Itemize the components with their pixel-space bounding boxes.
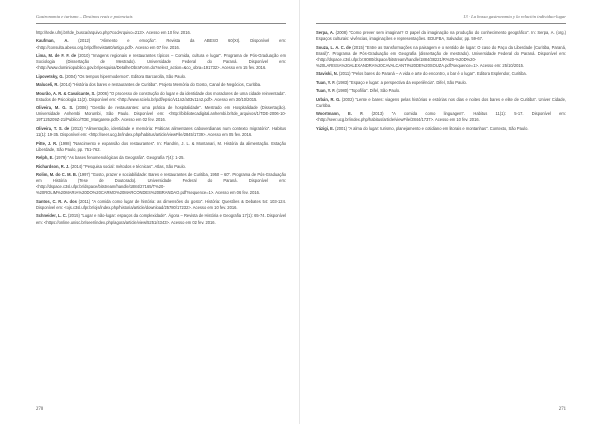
page-number: 270 [36,407,44,412]
reference-author: Lipovetsky, G. [36,73,64,79]
reference-text: (2004) "Os tempos hipermodernos". Editora Barcarolla, São Paulo. [63,73,187,79]
reference-entry [316,80,566,86]
reference-entry [36,91,286,103]
reference-author: Rolim, M. do C. M. B. [36,172,77,178]
reference-text: (2013) "Alimentação, identidade e memória: Práticas alimentares caboverdianas num contexto migratório". Habitus 11(1): 19-35. Disponível em: <http://seer.ucg.br/index.php/habitus/article/viewFile/2845/1739>. Acesso em 05 fev. 2016. [36,125,286,138]
reference-text: (1979) "As bases fenomenológicas da Geografia". Geografia 7(4): 1-25. [53,155,185,161]
reference-author: Staviski, N. [316,71,338,77]
reference-author: Mourão, A. R. & Cavalcante, S. [36,90,96,96]
reference-entry [36,155,286,161]
reference-text: (2011) "Pelos bares do Paraná – A vida e arte do encontro, o bar é o lugar". Editora Esplendor, Curitiba. [337,71,527,77]
reference-text: (1997) "Gosto, prazer e sociabilidade: Bares e restaurantes de Curitiba, 1950 – 60". Programa de Pós-Graduação em História (Tese de Doutorado). Universidade Federal do Paraná. Disponível em: <http://dspace.c3sl.ufpr.br/dspace/bitstream/handle/1884/27165/T%20-%20ROLIM%20MARIA%20DO%20CARMO%20MARCONDES%20BRANDAO.pdf?sequence=1>. Acesso em 06 fev. 2016. [36,172,286,196]
reference-author: Urbán, R. G. [316,96,341,102]
reference-entry [36,38,286,50]
reference-entry [316,97,566,109]
reference-entry [36,126,286,138]
reference-author: Kaufman, A. [36,38,69,44]
reference-text: (1998) "Nascimento e expansão dos restaurantes". In: Flandrin, J. L. & Montanari, M. História da alimentação. Estação Liberdade, São Paulo, pp. 751-762. [36,140,286,152]
reference-entry [36,105,286,123]
reference-entry [316,126,566,132]
reference-entry [36,53,286,71]
reference-entry [36,82,286,88]
reference-entry [316,88,566,94]
reference-text: (2014) "Pesquisa social: métodos e técnicas". Atlas, São Paulo. [69,163,186,169]
reference-text: (2006) "O processo de construção do lugar e da identidade dos moradores de uma cidade reinventada". Estudos de Psicologia 11(2). Disponível em: <http://www.scielo.br/pdf/epsic/v11n2/a03v11n2.pdf>. Acesso em 30/10/2015. [36,90,286,102]
reference-entry [36,199,286,211]
reference-text: (2014) "História dos bares e restaurantes de Curitiba". Projeto Memória do Gosto, Canal de Negócios, Curitiba. [58,82,262,88]
reference-author: Serpa, A. [316,30,335,35]
reference-text: http://tede.ufrrj.br/tde_busca/arquivo.php?codArquivo=213>. Acesso em 10 fev. 2016. [36,30,191,35]
reference-text: (2011) "A comida como lugar de história: as dimensões do gosto". História: Questões & Debates 54: 103-124. Disponível em: <ojs.c3sl.ufpr.br/ojs/index.php/historia/article/download/25780/17232>. Acesso em 10 fev. 2016. [36,198,286,210]
reference-list [36,30,286,226]
reference-entry [36,74,286,80]
reference-text: (2012) "Alimento e emoção". Revista da ABESO 60(XI). Disponível em: <http://consulta.abeso.org.br/pdf/revista60/artigo.pdf>. Acesso em 07 fev. 2016. [36,38,286,50]
running-header: 13 · La bossa gastronomia y la relación individuo-lugar [316,14,566,24]
page-number: 271 [558,407,566,412]
reference-entry [316,30,566,42]
reference-author: Tuan, Y. F. [316,88,336,94]
reference-entry [316,111,566,123]
reference-text: (2006) "Gestão de restaurantes: uma prática de hospitalidade". Mestrado em Hospitalidade (Dissertação). Universidade Anhembi Morumbi, São Paulo. Disponível em: <http://bibliotecadigital.anhembi.br/tde_arquivos/1/TDE-2006-10-19T125209Z-21/Publico/TDE_Margarete.pdf>. Acesso em 02 fev. 2016. [36,105,286,123]
right-page [300,0,600,424]
running-header: Gastronomia e turismo – Destinos reais e potenciais [36,14,286,24]
reference-text: (2002) "Lente e bares: viagens pelas histórias e estórias nos dias e noites dos bares e elite de Curitiba". Univer Cidade, Curitiba. [316,96,567,108]
reference-author: Richardson, R. J. [36,163,70,169]
reference-author: Santos, C. R. A. dos [36,198,77,204]
reference-text: (2015) "Lugar e não-lugar: espaços da complexidade". Ágora – Revista de História e Geografia 17(1): 65-74. Disponível em: <https://online.unisc.br/seer/index.php/agora/article/view/5251/4343>. Acesso em 02 fev. 2016. [36,213,287,225]
reference-author: Relph, E. [36,155,54,161]
reference-text: (2015) "Entre as transformações na paisagem e o sentido de lugar: O caso do Paço da Liberdade (Curitiba, Paraná, Brasil)". Programa de Pós-Graduação em Geografia (dissertação de mestrado). Universidade Federal do Paraná. Disponível em: <http://dspace.c3sl.ufpr.br:8080/dspace/bitstream/handle/1884/38221/R%20-%20D%20-%20LARISSA%20ALEXANDRA%20CAVALCANTI%20DE%20SOUZA.pdf?sequence=1>. Acesso em: 25/10/2015. [316,44,566,68]
reference-text: (2013) "A comida como linguagem". Habitus 11(1): 5-17. Disponível em: <http://seer.ucg.br/index.php/habitus/article/viewFile/2844/1737>. Acesso em 10 fev. 2016. [316,111,566,123]
reference-author: Pitte, J. R. [36,140,58,146]
reference-entry [316,71,566,77]
reference-text: (1980) "Topofilia". Difel, São Paulo. [335,88,401,94]
reference-entry [36,141,286,153]
reference-text: (1983) "Espaço e lugar: a perspectiva da experiência". Difel, São Paulo. [335,79,467,85]
reference-text: (2008) "Como prever sem imaginar? O papel da imaginação na produção do conhecimento geográfico". In: Serpa, A. (org.) Espaços culturais: vivências, imaginações e representações. EDUFBA, Salvador, pp. 59-67. [316,30,566,42]
reference-entry [36,30,286,36]
reference-entry [36,213,286,225]
reference-entry [36,164,286,170]
reference-list [316,30,566,132]
reference-text: (2001) "A alma do lugar: turismo, planejamento e cotidiano em litorais e montanhas". Contexto, São Paulo. [333,125,529,131]
reference-author: Souza, L. A. C. de [316,44,351,50]
reference-author: Schneider, L. C. [36,213,67,219]
reference-entry [36,172,286,196]
reference-author: Tuan, Y. F. [316,79,336,85]
reference-author: Woortmann, E. F. [316,111,364,117]
reference-author: Oliveira, T. S. de [36,125,70,131]
reference-author: Oliveira, M. G. S. [36,105,74,111]
reference-text: (2010) "Imagens regionais e restaurantes típicos – Comida, cultura e lugar". Programa de Pós-Graduação em Sociologia (Dissertação de Mestrado). Universidade Federal do Paraná. Disponível em: <http://www.dominiopublico.gov.br/pesquisa/DetalheObraForm.do?select_action=&co_obra=191732>. Acesso em 15 fev. 2016. [36,53,286,71]
reference-author: Maluceli, R. [36,82,59,88]
reference-author: Lima, M. de F. F. de [36,53,77,59]
reference-author: Yázigi, E. [316,125,334,131]
reference-entry [316,45,566,69]
